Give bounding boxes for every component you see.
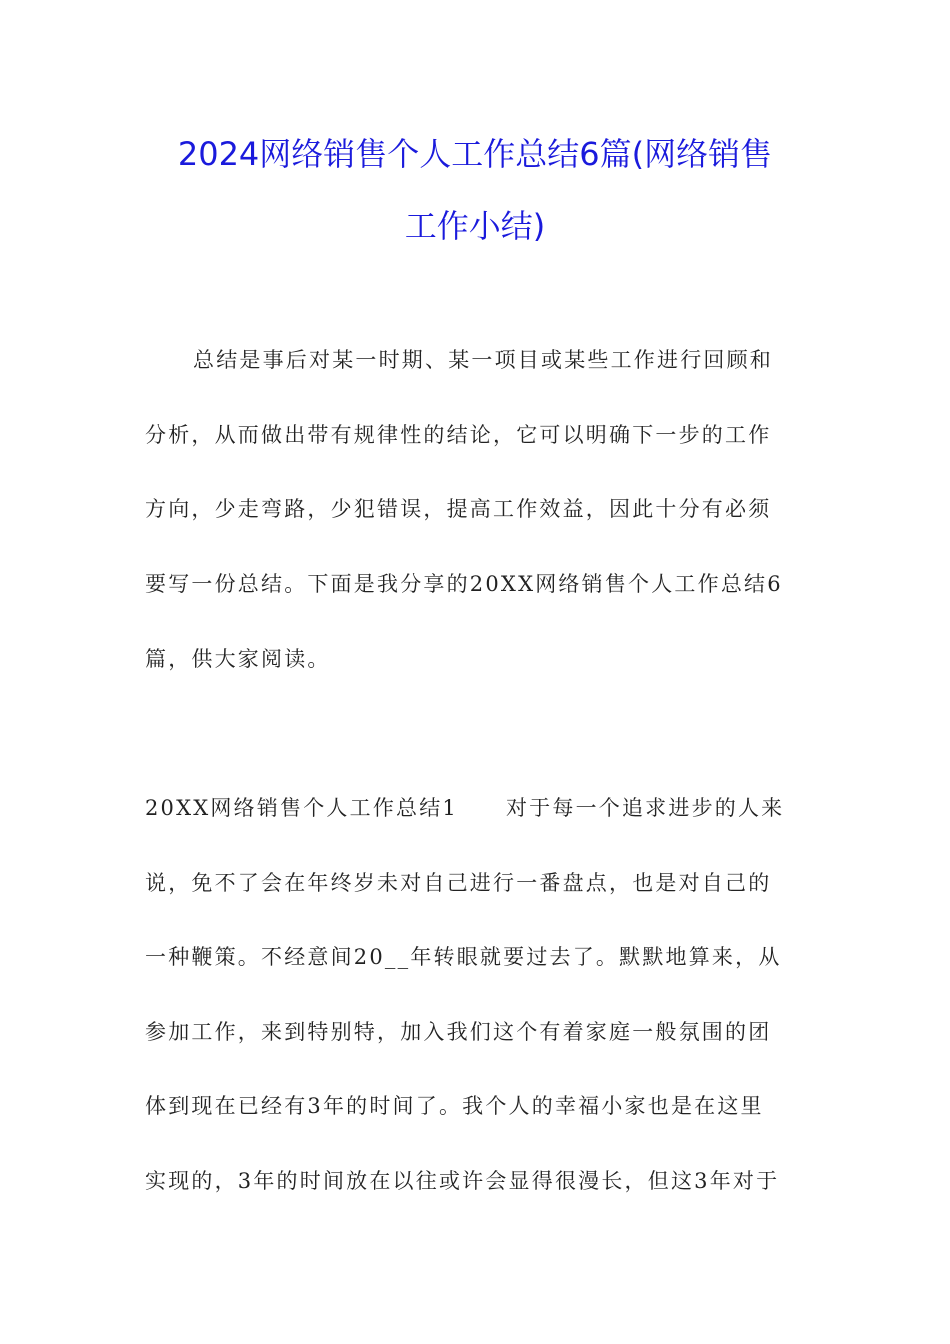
section-1-body-line: 一种鞭策。不经意间20__年转眼就要过去了。默默地算来，从 bbox=[145, 945, 782, 969]
intro-paragraph-line: 方向，少走弯路，少犯错误，提高工作效益，因此十分有必须 bbox=[145, 497, 772, 521]
intro-paragraph-line: 要写一份总结。下面是我分享的20XX网络销售个人工作总结6 bbox=[145, 572, 783, 596]
document-title-line-1: 2024网络销售个人工作总结6篇(网络销售 bbox=[177, 135, 773, 173]
intro-paragraph-line: 篇，供大家阅读。 bbox=[145, 647, 331, 671]
intro-paragraph-line: 总结是事后对某一时期、某一项目或某些工作进行回顾和 bbox=[193, 348, 773, 372]
document-title-line-2: 工作小结) bbox=[404, 207, 546, 245]
section-1-body-start: 对于每一个追求进步的人来 bbox=[505, 796, 785, 820]
section-1-body-line: 参加工作，来到特别特，加入我们这个有着家庭一般氛围的团 bbox=[145, 1020, 772, 1044]
section-1-first-line bbox=[145, 793, 807, 823]
section-1-body-line: 实现的，3年的时间放在以往或许会显得很漫长，但这3年对于 bbox=[145, 1169, 780, 1193]
section-1-body-line: 说，免不了会在年终岁未对自己进行一番盘点，也是对自己的 bbox=[145, 871, 772, 895]
intro-paragraph-line: 分析，从而做出带有规律性的结论，它可以明确下一步的工作 bbox=[145, 423, 772, 447]
section-1-body-line: 体到现在已经有3年的时间了。我个人的幸福小家也是在这里 bbox=[145, 1094, 764, 1118]
section-1-heading: 20XX网络销售个人工作总结1 bbox=[145, 796, 458, 820]
